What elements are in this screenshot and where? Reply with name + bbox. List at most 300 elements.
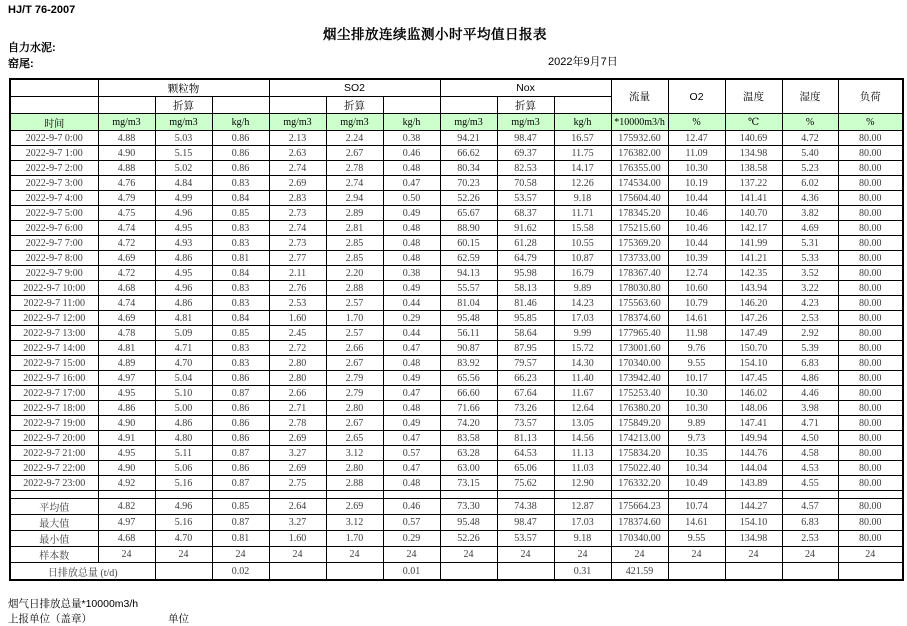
data-cell: 80.00 xyxy=(838,251,903,266)
unit-cell: % xyxy=(838,114,903,131)
summary-row xyxy=(10,547,903,563)
data-cell: 175834.20 xyxy=(611,446,668,461)
data-cell: 0.87 xyxy=(212,446,269,461)
data-cell: 5.39 xyxy=(782,341,838,356)
data-cell: 80.00 xyxy=(838,131,903,146)
data-cell: 95.85 xyxy=(497,311,554,326)
data-cell: 73.15 xyxy=(440,476,497,491)
data-cell: 80.00 xyxy=(838,161,903,176)
data-cell: 0.49 xyxy=(383,206,440,221)
data-cell: 134.98 xyxy=(725,146,782,161)
data-cell: 4.86 xyxy=(98,401,155,416)
so2-converted-label: 折算 xyxy=(326,97,383,114)
data-cell: 0.46 xyxy=(383,146,440,161)
data-cell: 11.98 xyxy=(668,326,725,341)
summary-cell: 4.68 xyxy=(98,531,155,547)
data-cell: 0.83 xyxy=(212,176,269,191)
summary-row xyxy=(10,515,903,531)
summary-cell: 4.97 xyxy=(98,515,155,531)
data-cell: 58.64 xyxy=(497,326,554,341)
data-cell: 80.00 xyxy=(838,416,903,431)
data-cell: 4.53 xyxy=(782,461,838,476)
summary-cell: 24 xyxy=(782,547,838,563)
report-table-body xyxy=(10,79,903,580)
unit-cell: kg/h xyxy=(383,114,440,131)
data-cell: 0.48 xyxy=(383,356,440,371)
data-cell: 2.79 xyxy=(326,371,383,386)
data-cell: 0.48 xyxy=(383,221,440,236)
data-cell: 0.86 xyxy=(212,146,269,161)
summary-cell: 2.69 xyxy=(326,499,383,515)
blank-cell xyxy=(725,491,782,499)
group-pm: 颗粒物 xyxy=(98,79,269,97)
blank-cell xyxy=(668,491,725,499)
data-cell: 4.71 xyxy=(155,341,212,356)
data-cell: 4.78 xyxy=(98,326,155,341)
table-row xyxy=(10,266,903,281)
data-cell: 154.10 xyxy=(725,356,782,371)
daily-total-cell xyxy=(668,563,725,581)
data-cell: 10.30 xyxy=(668,386,725,401)
data-cell: 2.75 xyxy=(269,476,326,491)
daily-total-cell xyxy=(497,563,554,581)
group-flow: 流量 xyxy=(611,79,668,114)
data-cell: 147.45 xyxy=(725,371,782,386)
data-cell: 14.61 xyxy=(668,311,725,326)
data-cell: 175022.40 xyxy=(611,461,668,476)
data-cell: 70.58 xyxy=(497,176,554,191)
summary-cell: 10.74 xyxy=(668,499,725,515)
data-cell: 11.40 xyxy=(554,371,611,386)
data-cell: 4.86 xyxy=(155,296,212,311)
flow-total-note: 烟气日排放总量*10000m3/h xyxy=(8,598,139,610)
summary-cell: 24 xyxy=(838,547,903,563)
data-cell: 16.57 xyxy=(554,131,611,146)
data-cell: 61.28 xyxy=(497,236,554,251)
data-cell: 1.60 xyxy=(269,311,326,326)
summary-cell: 24 xyxy=(212,547,269,563)
data-cell: 2.20 xyxy=(326,266,383,281)
data-cell: 5.40 xyxy=(782,146,838,161)
blank-cell xyxy=(782,491,838,499)
data-cell: 0.47 xyxy=(383,341,440,356)
data-cell: 16.79 xyxy=(554,266,611,281)
data-cell: 2.88 xyxy=(326,281,383,296)
data-cell: 67.64 xyxy=(497,386,554,401)
summary-cell: 4.57 xyxy=(782,499,838,515)
table-row xyxy=(10,161,903,176)
data-cell: 15.72 xyxy=(554,341,611,356)
data-cell: 0.86 xyxy=(212,461,269,476)
time-cell: 2022-9-7 19:00 xyxy=(10,416,98,431)
data-cell: 4.92 xyxy=(98,476,155,491)
data-cell: 176332.20 xyxy=(611,476,668,491)
data-cell: 81.13 xyxy=(497,431,554,446)
data-cell: 2.24 xyxy=(326,131,383,146)
data-cell: 2.73 xyxy=(269,236,326,251)
data-cell: 146.20 xyxy=(725,296,782,311)
data-cell: 71.66 xyxy=(440,401,497,416)
group-humidity: 湿度 xyxy=(782,79,838,114)
data-cell: 0.83 xyxy=(212,281,269,296)
summary-cell: 24 xyxy=(383,547,440,563)
summary-cell: 0.29 xyxy=(383,531,440,547)
data-cell: 64.79 xyxy=(497,251,554,266)
data-cell: 0.48 xyxy=(383,476,440,491)
unit-cell: mg/m3 xyxy=(269,114,326,131)
data-cell: 4.74 xyxy=(98,221,155,236)
data-cell: 81.46 xyxy=(497,296,554,311)
data-cell: 0.49 xyxy=(383,371,440,386)
summary-cell: 2.53 xyxy=(782,531,838,547)
data-cell: 4.84 xyxy=(155,176,212,191)
unit-cell: mg/m3 xyxy=(155,114,212,131)
data-cell: 75.62 xyxy=(497,476,554,491)
table-row xyxy=(10,461,903,476)
data-cell: 11.71 xyxy=(554,206,611,221)
data-cell: 2.79 xyxy=(326,386,383,401)
data-cell: 65.06 xyxy=(497,461,554,476)
data-cell: 83.58 xyxy=(440,431,497,446)
data-cell: 2.66 xyxy=(326,341,383,356)
data-cell: 80.00 xyxy=(838,401,903,416)
monitoring-site: 窑尾: xyxy=(8,58,34,70)
summary-cell: 24 xyxy=(326,547,383,563)
data-cell: 74.20 xyxy=(440,416,497,431)
data-cell: 6.02 xyxy=(782,176,838,191)
data-cell: 4.70 xyxy=(155,356,212,371)
data-cell: 15.58 xyxy=(554,221,611,236)
data-cell: 2.80 xyxy=(269,371,326,386)
summary-cell: 24 xyxy=(98,547,155,563)
data-cell: 4.69 xyxy=(782,221,838,236)
data-cell: 4.72 xyxy=(98,266,155,281)
time-cell: 2022-9-7 15:00 xyxy=(10,356,98,371)
summary-cell: 6.83 xyxy=(782,515,838,531)
data-cell: 6.83 xyxy=(782,356,838,371)
time-cell: 2022-9-7 11:00 xyxy=(10,296,98,311)
table-row xyxy=(10,401,903,416)
time-cell: 2022-9-7 17:00 xyxy=(10,386,98,401)
summary-cell: 24 xyxy=(497,547,554,563)
data-cell: 80.00 xyxy=(838,176,903,191)
summary-cell: 134.98 xyxy=(725,531,782,547)
data-cell: 80.34 xyxy=(440,161,497,176)
data-cell: 0.81 xyxy=(212,251,269,266)
data-cell: 0.48 xyxy=(383,161,440,176)
data-cell: 0.57 xyxy=(383,446,440,461)
data-cell: 2.94 xyxy=(326,191,383,206)
table-row xyxy=(10,476,903,491)
time-header-spacer xyxy=(10,79,98,97)
data-cell: 80.00 xyxy=(838,146,903,161)
data-cell: 147.49 xyxy=(725,326,782,341)
data-cell: 3.27 xyxy=(269,446,326,461)
data-cell: 2.80 xyxy=(326,461,383,476)
reporting-unit-label: 上报单位（盖章） xyxy=(8,613,92,625)
data-cell: 2.63 xyxy=(269,146,326,161)
data-cell: 147.26 xyxy=(725,311,782,326)
data-cell: 4.86 xyxy=(782,371,838,386)
data-cell: 144.04 xyxy=(725,461,782,476)
table-row xyxy=(10,251,903,266)
unit-cell: % xyxy=(668,114,725,131)
data-cell: 4.79 xyxy=(98,191,155,206)
summary-cell: 170340.00 xyxy=(611,531,668,547)
blank-cell xyxy=(269,491,326,499)
separator-row xyxy=(10,491,903,499)
daily-total-label: 日排放总量 (t/d) xyxy=(10,563,155,581)
data-cell: 80.00 xyxy=(838,476,903,491)
data-cell: 175369.20 xyxy=(611,236,668,251)
summary-cell: 98.47 xyxy=(497,515,554,531)
summary-cell: 0.81 xyxy=(212,531,269,547)
summary-cell: 74.38 xyxy=(497,499,554,515)
group-temp: 温度 xyxy=(725,79,782,114)
data-cell: 10.34 xyxy=(668,461,725,476)
data-cell: 12.64 xyxy=(554,401,611,416)
data-cell: 56.11 xyxy=(440,326,497,341)
report-date: 2022年9月7日 xyxy=(548,56,618,68)
data-cell: 3.22 xyxy=(782,281,838,296)
data-cell: 9.18 xyxy=(554,191,611,206)
data-cell: 2.57 xyxy=(326,296,383,311)
daily-total-cell: 421.59 xyxy=(611,563,668,581)
data-cell: 66.23 xyxy=(497,371,554,386)
unit-cell: mg/m3 xyxy=(326,114,383,131)
blank-cell xyxy=(611,491,668,499)
summary-cell: 178374.60 xyxy=(611,515,668,531)
time-cell: 2022-9-7 2:00 xyxy=(10,161,98,176)
data-cell: 79.57 xyxy=(497,356,554,371)
summary-cell: 175664.23 xyxy=(611,499,668,515)
data-cell: 2.74 xyxy=(269,161,326,176)
data-cell: 141.41 xyxy=(725,191,782,206)
blank-cell xyxy=(155,491,212,499)
data-cell: 4.86 xyxy=(155,251,212,266)
data-cell: 10.46 xyxy=(668,221,725,236)
data-cell: 80.00 xyxy=(838,446,903,461)
data-cell: 2.80 xyxy=(269,356,326,371)
data-cell: 146.02 xyxy=(725,386,782,401)
time-cell: 2022-9-7 23:00 xyxy=(10,476,98,491)
data-cell: 10.30 xyxy=(668,161,725,176)
time-cell: 2022-9-7 7:00 xyxy=(10,236,98,251)
data-cell: 4.75 xyxy=(98,206,155,221)
data-cell: 4.74 xyxy=(98,296,155,311)
data-cell: 63.00 xyxy=(440,461,497,476)
table-row xyxy=(10,356,903,371)
data-cell: 80.00 xyxy=(838,296,903,311)
daily-total-cell xyxy=(155,563,212,581)
data-cell: 178374.60 xyxy=(611,311,668,326)
data-cell: 94.21 xyxy=(440,131,497,146)
data-cell: 138.58 xyxy=(725,161,782,176)
summary-cell: 9.55 xyxy=(668,531,725,547)
blank-cell xyxy=(554,491,611,499)
data-cell: 0.83 xyxy=(212,236,269,251)
data-cell: 4.89 xyxy=(98,356,155,371)
table-row xyxy=(10,221,903,236)
time-cell: 2022-9-7 12:00 xyxy=(10,311,98,326)
data-cell: 62.59 xyxy=(440,251,497,266)
data-cell: 2.67 xyxy=(326,356,383,371)
data-cell: 2.67 xyxy=(326,416,383,431)
data-cell: 9.89 xyxy=(554,281,611,296)
data-cell: 14.23 xyxy=(554,296,611,311)
time-cell: 2022-9-7 18:00 xyxy=(10,401,98,416)
data-cell: 0.47 xyxy=(383,176,440,191)
data-cell: 9.76 xyxy=(668,341,725,356)
data-cell: 0.49 xyxy=(383,281,440,296)
data-cell: 4.91 xyxy=(98,431,155,446)
summary-label: 平均值 xyxy=(10,499,98,515)
data-cell: 4.95 xyxy=(98,446,155,461)
unit-cell: mg/m3 xyxy=(440,114,497,131)
time-cell: 2022-9-7 21:00 xyxy=(10,446,98,461)
data-cell: 5.06 xyxy=(155,461,212,476)
header-group-row xyxy=(10,79,903,97)
nox-converted-label: 折算 xyxy=(497,97,554,114)
data-cell: 4.88 xyxy=(98,131,155,146)
data-cell: 2.74 xyxy=(269,221,326,236)
data-cell: 80.00 xyxy=(838,371,903,386)
data-cell: 2.88 xyxy=(326,476,383,491)
data-cell: 142.17 xyxy=(725,221,782,236)
blank-cell xyxy=(212,491,269,499)
data-cell: 80.00 xyxy=(838,311,903,326)
data-cell: 80.00 xyxy=(838,326,903,341)
data-cell: 12.47 xyxy=(668,131,725,146)
data-cell: 140.69 xyxy=(725,131,782,146)
unit-cell: % xyxy=(782,114,838,131)
summary-cell: 24 xyxy=(611,547,668,563)
table-row xyxy=(10,236,903,251)
data-cell: 4.95 xyxy=(98,386,155,401)
time-column-header: 时间 xyxy=(10,114,98,131)
summary-cell: 9.18 xyxy=(554,531,611,547)
data-cell: 0.83 xyxy=(212,356,269,371)
table-row xyxy=(10,311,903,326)
data-cell: 4.80 xyxy=(155,431,212,446)
data-cell: 4.72 xyxy=(98,236,155,251)
blank-cell xyxy=(98,491,155,499)
summary-label: 最小值 xyxy=(10,531,98,547)
summary-row xyxy=(10,531,903,547)
data-cell: 12.26 xyxy=(554,176,611,191)
blank-cell xyxy=(497,491,554,499)
table-row xyxy=(10,191,903,206)
data-cell: 2.69 xyxy=(269,431,326,446)
data-cell: 2.77 xyxy=(269,251,326,266)
data-cell: 0.38 xyxy=(383,131,440,146)
data-cell: 2.76 xyxy=(269,281,326,296)
data-cell: 0.87 xyxy=(212,476,269,491)
data-cell: 10.35 xyxy=(668,446,725,461)
data-cell: 2.85 xyxy=(326,236,383,251)
time-cell: 2022-9-7 4:00 xyxy=(10,191,98,206)
data-cell: 10.39 xyxy=(668,251,725,266)
summary-cell: 4.70 xyxy=(155,531,212,547)
unit-cell: mg/m3 xyxy=(98,114,155,131)
table-row xyxy=(10,176,903,191)
table-row xyxy=(10,446,903,461)
unit-cell: *10000m3/h xyxy=(611,114,668,131)
data-cell: 0.48 xyxy=(383,236,440,251)
data-cell: 2.85 xyxy=(326,251,383,266)
summary-label: 最大值 xyxy=(10,515,98,531)
data-cell: 10.49 xyxy=(668,476,725,491)
data-cell: 177965.40 xyxy=(611,326,668,341)
data-cell: 2.67 xyxy=(326,146,383,161)
summary-cell: 53.57 xyxy=(497,531,554,547)
summary-cell: 14.61 xyxy=(668,515,725,531)
data-cell: 80.00 xyxy=(838,461,903,476)
data-cell: 14.17 xyxy=(554,161,611,176)
data-cell: 4.81 xyxy=(155,311,212,326)
data-cell: 2.72 xyxy=(269,341,326,356)
data-cell: 0.86 xyxy=(212,401,269,416)
summary-row xyxy=(10,499,903,515)
data-cell: 90.87 xyxy=(440,341,497,356)
time-cell: 2022-9-7 9:00 xyxy=(10,266,98,281)
data-cell: 2.78 xyxy=(326,161,383,176)
data-cell: 0.47 xyxy=(383,431,440,446)
data-cell: 4.90 xyxy=(98,461,155,476)
blank-cell xyxy=(10,491,98,499)
summary-cell: 3.27 xyxy=(269,515,326,531)
data-cell: 80.00 xyxy=(838,206,903,221)
data-cell: 80.00 xyxy=(838,221,903,236)
data-cell: 4.95 xyxy=(155,266,212,281)
data-cell: 83.92 xyxy=(440,356,497,371)
data-cell: 176355.00 xyxy=(611,161,668,176)
data-cell: 2.78 xyxy=(269,416,326,431)
data-cell: 13.05 xyxy=(554,416,611,431)
data-cell: 5.00 xyxy=(155,401,212,416)
data-cell: 80.00 xyxy=(838,236,903,251)
data-cell: 173001.60 xyxy=(611,341,668,356)
data-cell: 9.55 xyxy=(668,356,725,371)
data-cell: 10.46 xyxy=(668,206,725,221)
data-cell: 66.60 xyxy=(440,386,497,401)
summary-cell: 12.87 xyxy=(554,499,611,515)
data-cell: 4.95 xyxy=(155,221,212,236)
unit-cell: kg/h xyxy=(554,114,611,131)
daily-total-cell xyxy=(782,563,838,581)
data-cell: 65.67 xyxy=(440,206,497,221)
data-cell: 80.00 xyxy=(838,281,903,296)
data-cell: 87.95 xyxy=(497,341,554,356)
table-row xyxy=(10,146,903,161)
data-cell: 143.89 xyxy=(725,476,782,491)
daily-total-cell xyxy=(269,563,326,581)
table-row xyxy=(10,431,903,446)
data-cell: 10.19 xyxy=(668,176,725,191)
data-cell: 69.37 xyxy=(497,146,554,161)
time-cell: 2022-9-7 1:00 xyxy=(10,146,98,161)
data-cell: 1.70 xyxy=(326,311,383,326)
data-cell: 175253.40 xyxy=(611,386,668,401)
report-table xyxy=(9,78,904,581)
data-cell: 80.00 xyxy=(838,266,903,281)
daily-total-cell xyxy=(838,563,903,581)
data-cell: 10.87 xyxy=(554,251,611,266)
data-cell: 4.23 xyxy=(782,296,838,311)
blank-cell xyxy=(838,491,903,499)
summary-cell: 0.46 xyxy=(383,499,440,515)
data-cell: 91.62 xyxy=(497,221,554,236)
